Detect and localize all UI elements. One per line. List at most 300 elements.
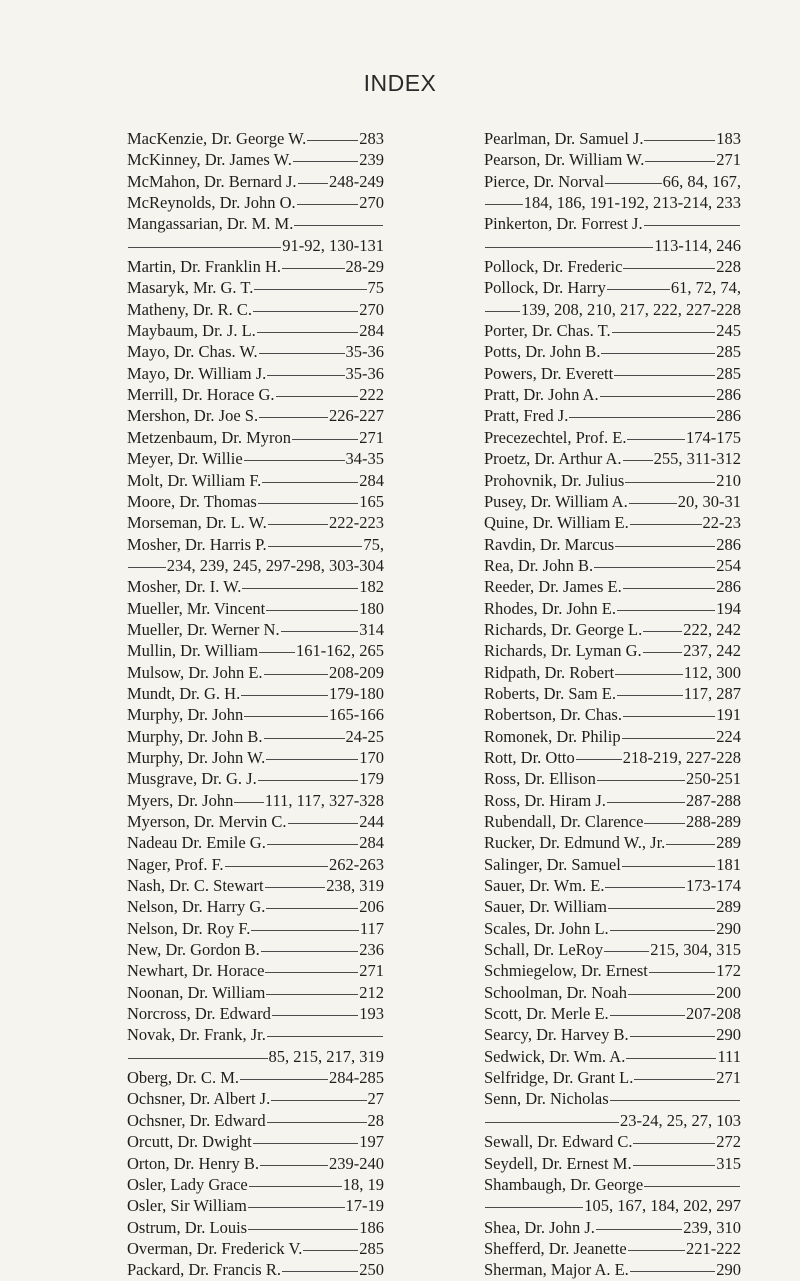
entry-name: Mueller, Mr. Vincent: [127, 598, 266, 618]
entry-pages: 284: [359, 321, 384, 341]
index-entry-line: [127, 640, 384, 661]
leader-line: [644, 225, 740, 226]
entry-pages: 250-251: [686, 769, 741, 789]
leader-line: [258, 780, 359, 781]
leader-line: [630, 1036, 716, 1037]
index-entry-line: [127, 192, 384, 213]
entry-pages: 170: [359, 747, 384, 767]
index-entry: [484, 704, 741, 725]
leader-line: [630, 1271, 715, 1272]
leader-line: [607, 802, 685, 803]
index-entry-line: [484, 1003, 741, 1024]
entry-name: Novak, Dr. Frank, Jr.: [127, 1025, 266, 1045]
index-entry-line: [484, 1217, 741, 1238]
index-entry-continuation: [484, 1110, 741, 1131]
leader-line: [293, 161, 358, 162]
leader-line: [634, 1079, 715, 1080]
leader-line: [268, 524, 328, 525]
index-entry: [127, 299, 384, 320]
entry-name: Precezechtel, Prof. E.: [484, 427, 627, 447]
entry-name: Rubendall, Dr. Clarence: [484, 812, 644, 831]
leader-line: [268, 546, 363, 547]
index-entry: [127, 341, 384, 362]
entry-pages: 206: [359, 897, 384, 917]
entry-name: Ochsner, Dr. Edward: [127, 1110, 266, 1130]
entry-name: Mulsow, Dr. John E.: [127, 662, 263, 682]
index-entry-line: [484, 1174, 741, 1195]
entry-name: Pratt, Fred J.: [484, 406, 569, 426]
entry-name: MacKenzie, Dr. George W.: [127, 129, 307, 148]
entry-name: McMahon, Dr. Bernard J.: [127, 171, 297, 191]
index-entry: [484, 790, 741, 811]
leader-line: [623, 460, 653, 461]
index-entry-line: [127, 576, 384, 597]
index-entry: [127, 1217, 384, 1238]
index-entry-continuation: [127, 1046, 384, 1067]
entry-pages: 24-25: [345, 726, 384, 746]
leader-line: [623, 588, 716, 589]
index-entry-line: [127, 448, 384, 469]
entry-pages: 66, 84, 167,: [662, 171, 741, 191]
index-entry-line: [484, 1131, 741, 1152]
entry-name: Pearson, Dr. William W.: [484, 150, 645, 170]
index-entry: [484, 320, 741, 341]
entry-name: Sedwick, Dr. Wm. A.: [484, 1046, 626, 1066]
leader-line: [617, 695, 683, 696]
leader-line: [253, 311, 358, 312]
leader-line: [617, 610, 715, 611]
entry-name: Pusey, Dr. William A.: [484, 491, 628, 511]
index-entry: [127, 491, 384, 512]
entry-pages: 286: [716, 534, 741, 554]
entry-pages: 179: [359, 769, 384, 789]
entry-pages: 180: [359, 598, 384, 618]
leader-line: [292, 439, 358, 440]
entry-name: Scales, Dr. John L.: [484, 918, 609, 938]
entry-pages-continued: 234, 239, 245, 297-298, 303-304: [166, 555, 384, 575]
entry-name: Ridpath, Dr. Robert: [484, 662, 615, 682]
index-entry: [127, 576, 384, 597]
entry-pages: 35-36: [345, 363, 384, 383]
entry-pages: 226-227: [329, 406, 384, 426]
entry-name: Roberts, Dr. Sam E.: [484, 683, 616, 703]
entry-name: Pollock, Dr. Harry: [484, 278, 606, 298]
entry-pages: 172: [716, 961, 741, 981]
leader-line: [623, 716, 715, 717]
leader-line: [610, 1100, 740, 1101]
leader-line: [266, 759, 358, 760]
index-entry-line: [127, 128, 384, 149]
index-entry-line: [127, 491, 384, 512]
leader-line: [649, 972, 715, 973]
entry-name: Richards, Dr. George L.: [484, 619, 643, 639]
entry-name: Metzenbaum, Dr. Myron: [127, 427, 292, 447]
entry-name: Porter, Dr. Chas. T.: [484, 321, 611, 341]
entry-name: Prohovnik, Dr. Julius: [484, 470, 625, 490]
entry-name: Mosher, Dr. Harris P.: [127, 534, 267, 554]
leader-line: [265, 887, 326, 888]
entry-pages-continued: 184, 186, 191-192, 213-214, 233: [523, 193, 741, 213]
entry-pages: 238, 319: [326, 876, 384, 896]
leader-line: [597, 780, 685, 781]
leader-line: [251, 930, 359, 931]
index-entry: [127, 1259, 384, 1280]
entry-pages: 224: [716, 726, 741, 746]
entry-pages: 117, 287: [683, 683, 741, 703]
entry-name: Noonan, Dr. William: [127, 982, 266, 1002]
leader-line: [259, 353, 345, 354]
index-entry-line: [127, 1088, 384, 1109]
entry-pages: 236: [359, 940, 384, 960]
entry-pages: 237, 242: [683, 641, 741, 661]
entry-name: Powers, Dr. Everett: [484, 363, 614, 383]
index-entry-line: [484, 875, 741, 896]
index-entry: [127, 1024, 384, 1067]
entry-name: Mershon, Dr. Joe S.: [127, 406, 259, 426]
entry-pages: 239-240: [329, 1153, 384, 1173]
entry-name: Merrill, Dr. Horace G.: [127, 385, 275, 405]
entry-name: Osler, Lady Grace: [127, 1174, 248, 1194]
entry-pages: 248-249: [329, 171, 384, 191]
index-entry: [484, 982, 741, 1003]
entry-pages: 181: [716, 854, 741, 874]
entry-name: Maybaum, Dr. J. L.: [127, 321, 256, 341]
index-entry-line: [127, 704, 384, 725]
leader-line: [128, 247, 281, 248]
index-entry-line: [127, 149, 384, 170]
entry-pages: 228: [716, 257, 741, 277]
index-entry: [484, 405, 741, 426]
index-entry: [127, 320, 384, 341]
entry-pages: 200: [716, 982, 741, 1002]
index-entry-line: [127, 1153, 384, 1174]
leader-line: [128, 1058, 268, 1059]
entry-name: Packard, Dr. Francis R.: [127, 1260, 281, 1280]
entry-pages: 212: [359, 982, 384, 1002]
index-entry-line: [127, 726, 384, 747]
entry-name: Shambaugh, Dr. George: [484, 1174, 644, 1194]
entry-name: Rhodes, Dr. John E.: [484, 598, 616, 618]
index-entry-line: [484, 534, 741, 555]
index-entry-line: [127, 277, 384, 298]
index-entry: [127, 1131, 384, 1152]
entry-name: Molt, Dr. William F.: [127, 470, 262, 490]
index-entry-line: [484, 939, 741, 960]
index-entry: [127, 427, 384, 448]
entry-name: Rea, Dr. John B.: [484, 555, 594, 575]
entry-pages: 165-166: [329, 705, 384, 725]
entry-pages: 173-174: [686, 876, 741, 896]
leader-line: [628, 994, 715, 995]
leader-line: [666, 844, 715, 845]
leader-line: [644, 1186, 740, 1187]
index-entry: [484, 1003, 741, 1024]
index-entry-line: [127, 939, 384, 960]
entry-pages: 222: [359, 385, 384, 405]
leader-line: [288, 823, 359, 824]
leader-line: [600, 396, 716, 397]
index-entry-continuation: [484, 192, 741, 213]
leader-line: [569, 417, 715, 418]
leader-line: [608, 908, 715, 909]
entry-name: Pratt, Dr. John A.: [484, 385, 599, 405]
index-entry: [484, 1131, 741, 1152]
leader-line: [240, 1079, 328, 1080]
entry-pages: 197: [359, 1132, 384, 1152]
index-entry-line: [127, 1259, 384, 1280]
index-entry-continuation: [484, 1195, 741, 1216]
index-entry-line: [484, 1153, 741, 1174]
leader-line: [576, 759, 622, 760]
leader-line: [264, 738, 345, 739]
entry-name: Nelson, Dr. Harry G.: [127, 897, 266, 917]
index-entry: [484, 213, 741, 256]
leader-line: [604, 951, 649, 952]
entry-pages: 117: [359, 918, 384, 938]
index-entry-line: [127, 811, 384, 832]
index-entry: [127, 726, 384, 747]
entry-name: Ross, Dr. Ellison: [484, 769, 596, 789]
index-entry-line: [127, 1110, 384, 1131]
entry-pages: 290: [716, 918, 741, 938]
index-entry-line: [484, 512, 741, 533]
index-entry: [484, 448, 741, 469]
index-entry-line: [127, 1024, 384, 1045]
index-entry: [127, 832, 384, 853]
index-entry-line: [127, 598, 384, 619]
entry-name: Overman, Dr. Frederick V.: [127, 1238, 303, 1258]
index-entry-continuation: [127, 235, 384, 256]
index-entry-line: [484, 619, 741, 640]
leader-line: [258, 503, 358, 504]
index-entry: [484, 555, 741, 576]
index-entry: [484, 726, 741, 747]
entry-name: Nelson, Dr. Roy F.: [127, 918, 251, 938]
entry-name: Myerson, Dr. Mervin C.: [127, 812, 287, 831]
entry-pages: 191: [716, 705, 741, 725]
entry-name: Orcutt, Dr. Dwight: [127, 1132, 252, 1152]
index-entry-line: [484, 128, 741, 149]
entry-pages: 186: [359, 1217, 384, 1237]
page-title: INDEX: [363, 70, 437, 96]
leader-line: [485, 1122, 619, 1123]
leader-line: [264, 674, 328, 675]
index-entry-continuation: [484, 299, 741, 320]
index-entry: [484, 939, 741, 960]
index-entry-line: [127, 896, 384, 917]
index-entry: [127, 1003, 384, 1024]
index-entry-line: [484, 683, 741, 704]
entry-name: Mayo, Dr. Chas. W.: [127, 342, 258, 362]
index-entry-line: [484, 149, 741, 170]
leader-line: [596, 1229, 682, 1230]
leader-line: [485, 1207, 583, 1208]
entry-pages: 271: [716, 150, 741, 170]
leader-line: [253, 1143, 359, 1144]
entry-name: Shea, Dr. John J.: [484, 1217, 595, 1237]
leader-line: [248, 1207, 345, 1208]
index-entry: [127, 277, 384, 298]
index-entry-line: [484, 576, 741, 597]
entry-pages: 271: [716, 1068, 741, 1088]
entry-name: Meyer, Dr. Willie: [127, 449, 243, 469]
entry-pages-continued: 91-92, 130-131: [282, 235, 384, 255]
leader-line: [259, 652, 295, 653]
entry-pages: 270: [359, 193, 384, 213]
index-entry: [127, 619, 384, 640]
index-entry: [484, 1153, 741, 1174]
entry-pages: 161-162, 265: [296, 641, 384, 661]
index-entry-line: [484, 213, 741, 234]
entry-name: Murphy, Dr. John B.: [127, 726, 263, 746]
index-entry-line: [484, 470, 741, 491]
index-entry: [484, 832, 741, 853]
leader-line: [259, 417, 328, 418]
entry-name: Potts, Dr. John B.: [484, 342, 601, 362]
index-entry-line: [484, 555, 741, 576]
leader-line: [645, 161, 715, 162]
index-entry: [484, 1067, 741, 1088]
entry-name: Shefferd, Dr. Jeanette: [484, 1238, 627, 1258]
entry-name: Mosher, Dr. I. W.: [127, 577, 242, 597]
index-entry-line: [484, 726, 741, 747]
index-entry: [484, 128, 741, 149]
index-entry: [484, 747, 741, 768]
leader-line: [622, 738, 716, 739]
entry-pages: 34-35: [345, 449, 384, 469]
leader-line: [610, 1015, 685, 1016]
entry-name: Senn, Dr. Nicholas: [484, 1089, 609, 1109]
leader-line: [629, 503, 677, 504]
entry-name: Norcross, Dr. Edward: [127, 1004, 271, 1024]
index-entry: [484, 363, 741, 384]
entry-name: Reeder, Dr. James E.: [484, 577, 622, 597]
entry-pages: 250: [359, 1260, 384, 1280]
index-entry: [484, 683, 741, 704]
entry-pages: 208-209: [329, 662, 384, 682]
index-entry: [127, 683, 384, 704]
entry-name: Masaryk, Mr. G. T.: [127, 278, 254, 298]
index-entry: [484, 854, 741, 875]
leader-line: [298, 183, 328, 184]
entry-name: Moore, Dr. Thomas: [127, 491, 257, 511]
entry-name: Orton, Dr. Henry B.: [127, 1153, 259, 1173]
index-entry: [127, 875, 384, 896]
index-entry: [484, 1174, 741, 1217]
index-entry-line: [484, 960, 741, 981]
entry-name: Ochsner, Dr. Albert J.: [127, 1089, 271, 1109]
entry-pages: 221-222: [686, 1238, 741, 1258]
entry-pages: 272: [716, 1132, 741, 1152]
entry-name: Pierce, Dr. Norval: [484, 171, 605, 191]
entry-name: Schall, Dr. LeRoy: [484, 940, 604, 960]
leader-line: [266, 610, 358, 611]
leader-line: [615, 674, 683, 675]
entry-pages: 27: [367, 1089, 384, 1109]
index-entry: [127, 704, 384, 725]
entry-name: Sauer, Dr. Wm. E.: [484, 876, 605, 896]
entry-name: New, Dr. Gordon B.: [127, 940, 260, 960]
entry-name: Murphy, Dr. John W.: [127, 747, 266, 767]
index-entry: [127, 470, 384, 491]
leader-line: [241, 695, 328, 696]
entry-name: Selfridge, Dr. Grant L.: [484, 1068, 634, 1088]
index-entry-line: [127, 470, 384, 491]
entry-name: Proetz, Dr. Arthur A.: [484, 449, 622, 469]
index-entry-line: [484, 896, 741, 917]
entry-pages: 285: [716, 342, 741, 362]
index-entry: [127, 405, 384, 426]
index-entry: [127, 790, 384, 811]
entry-pages: 286: [716, 385, 741, 405]
index-entry-line: [127, 384, 384, 405]
entry-name: Myers, Dr. John: [127, 790, 234, 810]
index-entry-line: [127, 768, 384, 789]
leader-line: [643, 631, 682, 632]
index-entry: [127, 448, 384, 469]
index-entry: [127, 1153, 384, 1174]
index-entry: [127, 213, 384, 256]
entry-pages: 285: [716, 363, 741, 383]
index-entry: [484, 256, 741, 277]
leader-line: [626, 1058, 716, 1059]
leader-line: [225, 866, 328, 867]
entry-pages: 289: [716, 833, 741, 853]
index-entry-line: [127, 854, 384, 875]
entry-name: Newhart, Dr. Horace: [127, 961, 265, 981]
index-entry-line: [484, 1024, 741, 1045]
index-entry-line: [484, 640, 741, 661]
leader-line: [254, 289, 366, 290]
index-entry-line: [484, 277, 741, 298]
leader-line: [623, 268, 715, 269]
entry-pages: 286: [716, 577, 741, 597]
leader-line: [614, 375, 715, 376]
index-entry: [484, 1046, 741, 1067]
entry-pages: 314: [359, 619, 384, 639]
leader-line: [267, 1036, 383, 1037]
index-entry-line: [127, 256, 384, 277]
index-entry: [484, 1088, 741, 1131]
leader-line: [267, 844, 358, 845]
index-entry-line: [484, 491, 741, 512]
entry-pages: 215, 304, 315: [650, 940, 741, 960]
entry-name: Nash, Dr. C. Stewart: [127, 876, 264, 896]
index-entry-line: [127, 1238, 384, 1259]
leader-line: [249, 1186, 342, 1187]
index-entry: [484, 1217, 741, 1238]
entry-name: Pollock, Dr. Frederic: [484, 257, 623, 277]
leader-line: [297, 204, 359, 205]
index-entry: [484, 171, 741, 214]
entry-pages: 194: [716, 598, 741, 618]
index-entry-line: [127, 747, 384, 768]
index-entry: [484, 598, 741, 619]
entry-name: Mangassarian, Dr. M. M.: [127, 214, 294, 234]
leader-line: [261, 951, 359, 952]
index-entry-line: [127, 1195, 384, 1216]
index-entry-line: [484, 1259, 741, 1280]
index-entry-line: [127, 405, 384, 426]
leader-line: [622, 866, 715, 867]
entry-name: Matheny, Dr. R. C.: [127, 299, 252, 319]
leader-line: [282, 1271, 358, 1272]
index-entry-line: [127, 683, 384, 704]
leader-line: [234, 802, 263, 803]
index-entry-line: [484, 171, 741, 192]
index-entry-line: [484, 747, 741, 768]
index-entry: [127, 598, 384, 619]
